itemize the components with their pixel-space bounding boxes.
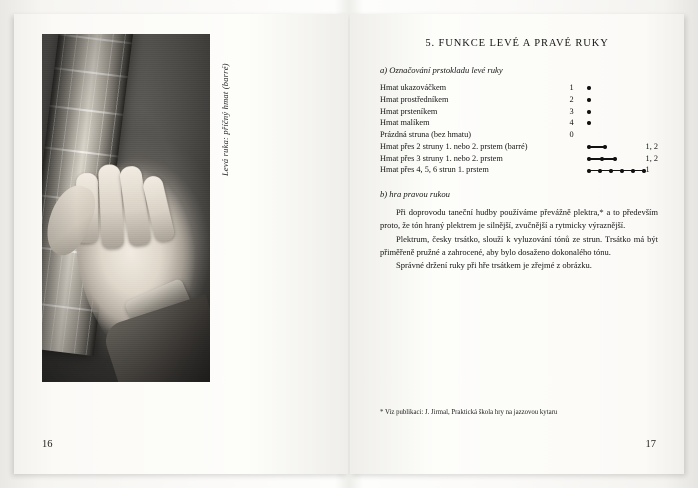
fingering-marks [581,141,646,153]
fingering-row [380,82,658,94]
fingering-marks [581,82,646,94]
fingering-number [527,141,580,153]
section-b-body [376,206,658,272]
body-paragraph: Správné držení ruky při hře trsátkem je zřejmé z obrázku. [396,260,592,271]
fingering-marks [581,94,646,106]
fingering-row [380,129,658,141]
fingering-marks [581,153,646,165]
fingering-number: 2 [569,94,574,104]
fingering-table [380,82,658,176]
fingering-finger-numbers [646,106,658,118]
chapter-title: 5. FUNKCE LEVÉ A PRAVÉ RUKY [425,38,609,49]
fingering-row [380,117,658,129]
fingering-finger-numbers [646,129,658,141]
fingering-marks [581,129,646,141]
fingering-row [380,106,658,118]
footnote: * Viz publikaci: J. Jirmal, Praktická škola hry na jazzovou kytaru [380,409,558,416]
fingering-row [380,94,658,106]
left-page [14,14,348,474]
fingering-label: Hmat prostředníkem [380,94,449,104]
fingering-finger-numbers [646,94,658,106]
fingering-number: 0 [569,130,574,140]
fingering-marks [581,164,646,176]
fingering-number [527,164,580,176]
fingering-number: 3 [569,106,574,116]
photo-caption: Levá ruka: příčný hmat (barré) [220,63,230,176]
fingering-label: Prázdná struna (bez hmatu) [380,130,471,140]
fingering-marks [581,106,646,118]
photo-background [42,34,210,382]
fingering-finger-numbers: 1, 2 [645,153,658,163]
fingering-label: Hmat přes 4, 5, 6 strun 1. prstem [380,165,489,175]
section-b-heading: b) hra pravou rukou [380,189,450,200]
page-number-right: 17 [645,439,656,450]
fingering-number: 1 [569,83,574,92]
fingering-label: Hmat přes 3 struny 1. nebo 2. prstem [380,153,503,163]
fingering-label: Hmat prsteníkem [380,106,438,116]
page-number-left: 16 [42,439,53,450]
section-a-heading: a) Označování prstokladu levé ruky [380,65,503,75]
fingering-finger-numbers: 1, 2 [645,141,658,151]
fingering-marks [581,117,646,129]
fingering-label: Hmat malíkem [380,118,430,128]
fingering-row [380,153,658,165]
photo-vignette [42,34,210,382]
right-page [350,14,684,474]
fingering-finger-numbers [646,82,658,94]
fingering-row [380,141,658,153]
fingering-label: Hmat ukazováčkem [380,83,447,92]
body-paragraph: Při doprovodu taneční hudby používáme převážně plektra,* a to především proto, že tón hraný plektrem je silnější, zvučnější a rytmicky výraznější. [380,207,658,230]
fingering-row [380,164,658,176]
body-paragraph: Plektrum, česky trsátko, slouží k vyluzování tónů ze strun. Trsátko má být přiměřeně pružné a zahrocené, aby bylo dosaženo dokonalého tónu. [380,233,658,257]
fingering-finger-numbers [646,117,658,129]
fingering-number: 4 [569,118,574,128]
fingering-finger-numbers: 1 [645,165,650,175]
fingering-number [527,153,580,165]
fingering-label: Hmat přes 2 struny 1. nebo 2. prstem (barré) [380,141,528,151]
guitar-hand-photo [42,34,210,382]
